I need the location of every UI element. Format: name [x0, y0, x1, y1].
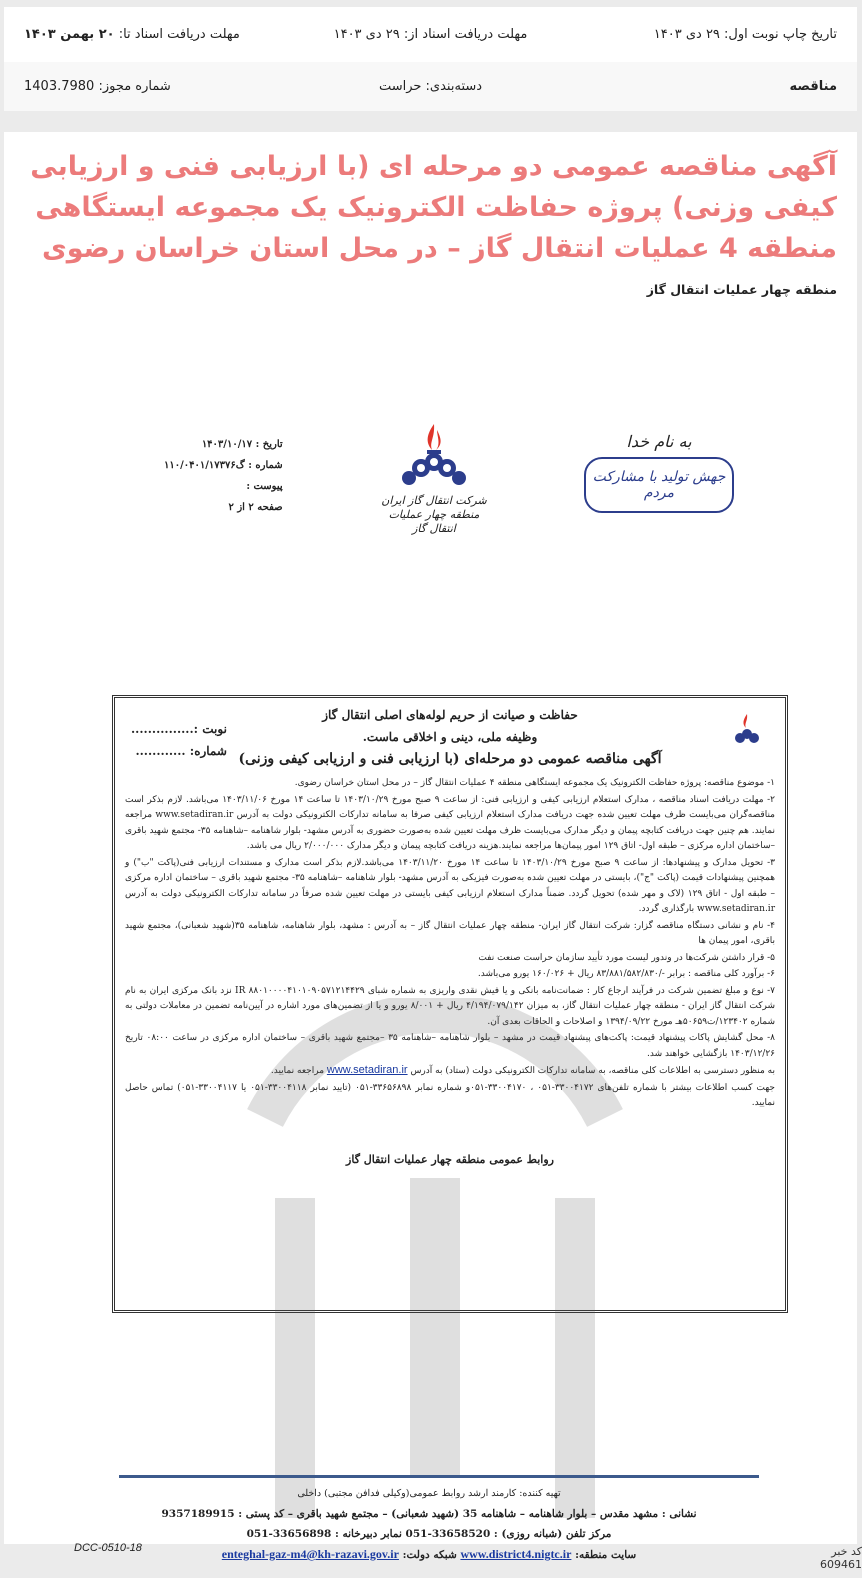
notice-document-image — [44, 402, 814, 1561]
mini-company-logo-icon — [717, 712, 777, 759]
notice-meta-header — [4, 7, 857, 111]
nobat-label: نوبت :............... — [131, 722, 227, 736]
first-print-date: تاریخ چاپ نوبت اول: ۲۹ دی ۱۴۰۳ — [653, 27, 837, 42]
organization-name: منطقه چهار عملیات انتقال گاز — [646, 282, 837, 297]
letter-info — [164, 434, 283, 518]
district-site-link[interactable]: www.district4.nigtc.ir — [460, 1547, 572, 1561]
notice-type: مناقصه — [789, 79, 837, 94]
prepared-by: تهیه کننده: کارمند ارشد روابط عمومی(وکیلی فدافن مجتبی) داخلی — [297, 1488, 561, 1499]
meta-row-2 — [4, 62, 857, 111]
receive-to-date — [24, 27, 295, 42]
category: دسته‌بندی: حراست — [378, 79, 483, 94]
footer-phone: مرکز تلفن (شبانه روزی) : 33658520-051 نمابر دبیرخانه : 33656898-051 — [246, 1528, 612, 1540]
news-code: کد خبر 609461 — [820, 1545, 862, 1571]
notice-item: ۲- مهلت دریافت اسناد مناقصه ، مدارک استعلام ارزیابی کیفی و ارزیابی فنی: از ساعت ۹ صبح مورخ ۱۴۰۳/۱۰/۲۹ تا ساعت ۱۴ مورخ ۱۴۰۳/۱۱/۰۶ می‌باشد. لازم بذکر است مناقصه‌گران می‌بایست ظرف مهلت تعیین شده جهت دریافت مدارک استعلام ارزیابی کیفی صرفا به سامانه تدارکات الکترونیکی دولت به آدرس www.setadiran.ir مراجعه نمایند. هم چنین جهت دریافت کتابچه پیمان و دیگر مدارک می‌بایست ظرف مهلت تعیین شده به‌صورت حضوری به آدرس مشهد- بلوار شاهنامه –شاهنامه ۳۵- مجتمع شهید باقری –ساختمان اداره مرکزی – طبقه اول- اتاق ۱۲۹ امور پیمان‌ها مراجعه نمایند.هزینه دریافت کتابچه پیمان و دیگر مدارک ۲/۰۰۰/۰۰۰ ریال می باشد. — [125, 794, 776, 851]
setadiran-link[interactable]: www.setadiran.ir — [326, 1064, 408, 1076]
heading-line-1: حفاظت و صیانت از حریم لوله‌های اصلی انتقال گاز — [322, 708, 578, 722]
letter-date: تاریخ : ۱۴۰۳/۱۰/۱۷ — [201, 439, 283, 450]
notice-item: ۶- برآورد کلی مناقصه : برابر -/۸۳/۸۸۱/۵۸۲/۸۳۰ ریال + ۱۶۰/۰۲۶ یورو می‌باشد. — [477, 969, 775, 979]
region-name: منطقه چهار عملیات انتقال گاز — [388, 508, 480, 535]
gov-label: شبکه دولت: — [398, 1549, 461, 1561]
footer-address: نشانی : مشهد مقدس – بلوار شاهنامه – شاهنامه 35 (شهید شعبانی) – مجتمع شهید باقری – کد پستی : 9357189915 — [161, 1508, 697, 1520]
notice-item: ۴- نام و نشانی دستگاه مناقصه گزار: شرکت انتقال گاز ایران- منطقه چهار عملیات انتقال گاز – به آدرس : مشهد، بلوار شاهنامه، شاهنامه ۳۵(شهید شعبانی)، مجتمع شهید باقری، امور پیمان ها — [125, 920, 775, 946]
receive-to-value: ۲۰ بهمن ۱۴۰۳ — [24, 27, 115, 42]
company-logo — [374, 420, 494, 536]
heading-line-3: آگهی مناقصه عمومی دو مرحله‌ای (با ارزیابی فنی و ارزیابی کیفی وزنی) — [238, 751, 662, 767]
notice-item: ۵- قرار داشتن شرکت‌ها در وندور لیست مورد تأیید سازمان حراست صنعت نفت — [478, 952, 775, 963]
tender-notice-box — [112, 695, 788, 1313]
site-label: سایت منطقه: — [571, 1549, 637, 1561]
letterhead-right — [584, 432, 734, 513]
heading-line-2: وظیفه ملی، دینی و اخلاقی ماست. — [362, 730, 538, 744]
access-info — [125, 1063, 775, 1080]
notice-item: ۷- نوع و مبلغ تضمین شرکت در فرآیند ارجاع کار : ضمانت‌نامه بانکی و یا فیش نقدی واریزی به شماره شبای IR ۸۸۰۱۰۰۰۰۴۱۰۱۰۹۰۵۷۱۲۱۴۴۲۹ نزد بانک مرکزی ایران به نام شرکت انتقال گاز ایران - منطقه چهار عملیات انتقال گاز، به میزان ۴/۱۹۴/۰۷۹/۱۴۲ ریال + ۸/۰۰۱ یورو و یا از تضمین‌های مورد اشاره در آیین‌نامه تضمین در معاملات دولتی به شماره ۱۲۳۴۰۲/ت۵۰۶۵۹هـ مورخ ۱۳۹۴/۰۹/۲۲ و اصلاحات و الحاقات بعدی آن. — [125, 985, 775, 1027]
footer-links — [64, 1544, 794, 1565]
notice-item: ۱- موضوع مناقصه: پروژه حفاظت الکترونیک یک مجموعه ایستگاهی منطقه ۴ عملیات انتقال گاز – در محل استان خراسان رضوی. — [294, 778, 775, 788]
meta-row-1 — [4, 7, 857, 62]
shomare-label: شماره: ............ — [135, 744, 227, 758]
document-footer — [64, 1484, 794, 1565]
letter-page: صفحه ۲ از ۲ — [228, 502, 283, 513]
document-code: DCC-0510-18 — [74, 1542, 142, 1554]
signature: روابط عمومی منطقه چهار عملیات انتقال گاز — [346, 1152, 554, 1166]
nobat-field — [131, 718, 227, 762]
page-title: آگهی مناقصه عمومی دو مرحله ای (با ارزیابی فنی و ارزیابی کیفی وزنی) پروژه حفاظت الکترونیک یک مجموعه ایستگاهی منطقه 4 عملیات انتقال گاز – در محل استان خراسان رضوی — [30, 151, 837, 264]
receive-from-date: مهلت دریافت اسناد از: ۲۹ دی ۱۴۰۳ — [333, 27, 528, 42]
letter-number: شماره : گ۱۱۰/۰۴۰۱/۱۷۳۷۶ — [164, 460, 283, 471]
access-text-end: مراجعه نمایید. — [270, 1066, 327, 1076]
slogan-cartouche: جهش تولید با مشارکت مردم — [584, 457, 734, 513]
email-link[interactable]: enteghal-gaz-m4@kh-razavi.gov.ir — [221, 1547, 399, 1561]
notice-items — [125, 776, 775, 1112]
access-text: به منظور دسترسی به اطلاعات کلی مناقصه، به سامانه تدارکات الکترونیکی دولت (ستاد) به آدرس — [407, 1066, 775, 1076]
notice-item: ۳- تحویل مدارک و پیشنهادها: از ساعت ۹ صبح مورخ ۱۴۰۳/۱۰/۲۹ تا ساعت ۱۴ مورخ ۱۴۰۳/۱۱/۲۰ می‌باشد.لازم بذکر است مدارک و مستندات ارزیابی فنی(پاکت "ب") و همچنین پیشنهادات قیمت (پاکت "ج")، بایستی در مهلت تعیین شده به‌صورت فیزیکی به آدرس مشهد- بلوار شاهنامه –شاهنامه ۳۵- مجتمع شهید باقری – ساختمان اداره مرکزی – طبقه اول - اتاق ۱۲۹ (لاک و مهر شده) تحویل گردد. ضمناً مدارک استعلام ارزیابی کیفی بایستی در مهلت تعیین شده صرفاً در سامانه تدارکات الکترونیکی دولت به آدرس www.setadiran.ir بارگذاری گردد. — [125, 857, 775, 914]
permit-number: شماره مجوز: 1403.7980 — [24, 79, 171, 94]
bename-text: به نام خدا — [626, 432, 692, 451]
gas-flame-logo-icon — [399, 420, 469, 490]
letter-attachment: پیوست : — [246, 481, 283, 492]
footer-divider — [119, 1475, 759, 1478]
contact-info: جهت کسب اطلاعات بیشتر با شماره تلفن‌های ۳۳۰۰۴۱۷۲-۰۵۱ ، ۳۳۰۰۴۱۷۰-۰۵۱و شماره نمابر ۳۳۶۵۶۸۹۸-۰۵۱ (تایید نمابر ۳۳۰۰۴۱۱۸-۰۵۱ یا ۳۳۰۰۴۱۱۷-۰۵۱) تماس حاصل نمایید. — [125, 1082, 775, 1108]
receive-to-label: مهلت دریافت اسناد تا: — [114, 27, 240, 42]
company-name: شرکت انتقال گاز ایران — [381, 494, 487, 507]
notice-item: ۸- محل گشایش پاکات پیشنهاد قیمت: پاکت‌های پیشنهاد قیمت در مشهد – بلوار شاهنامه –شاهنامه ۳۵ –مجتمع شهید باقری – ساختمان اداره مرکزی در ساعت ۰۸:۰۰ تاریخ ۱۴۰۳/۱۲/۲۶ بازگشایی خواهند شد. — [125, 1033, 775, 1059]
